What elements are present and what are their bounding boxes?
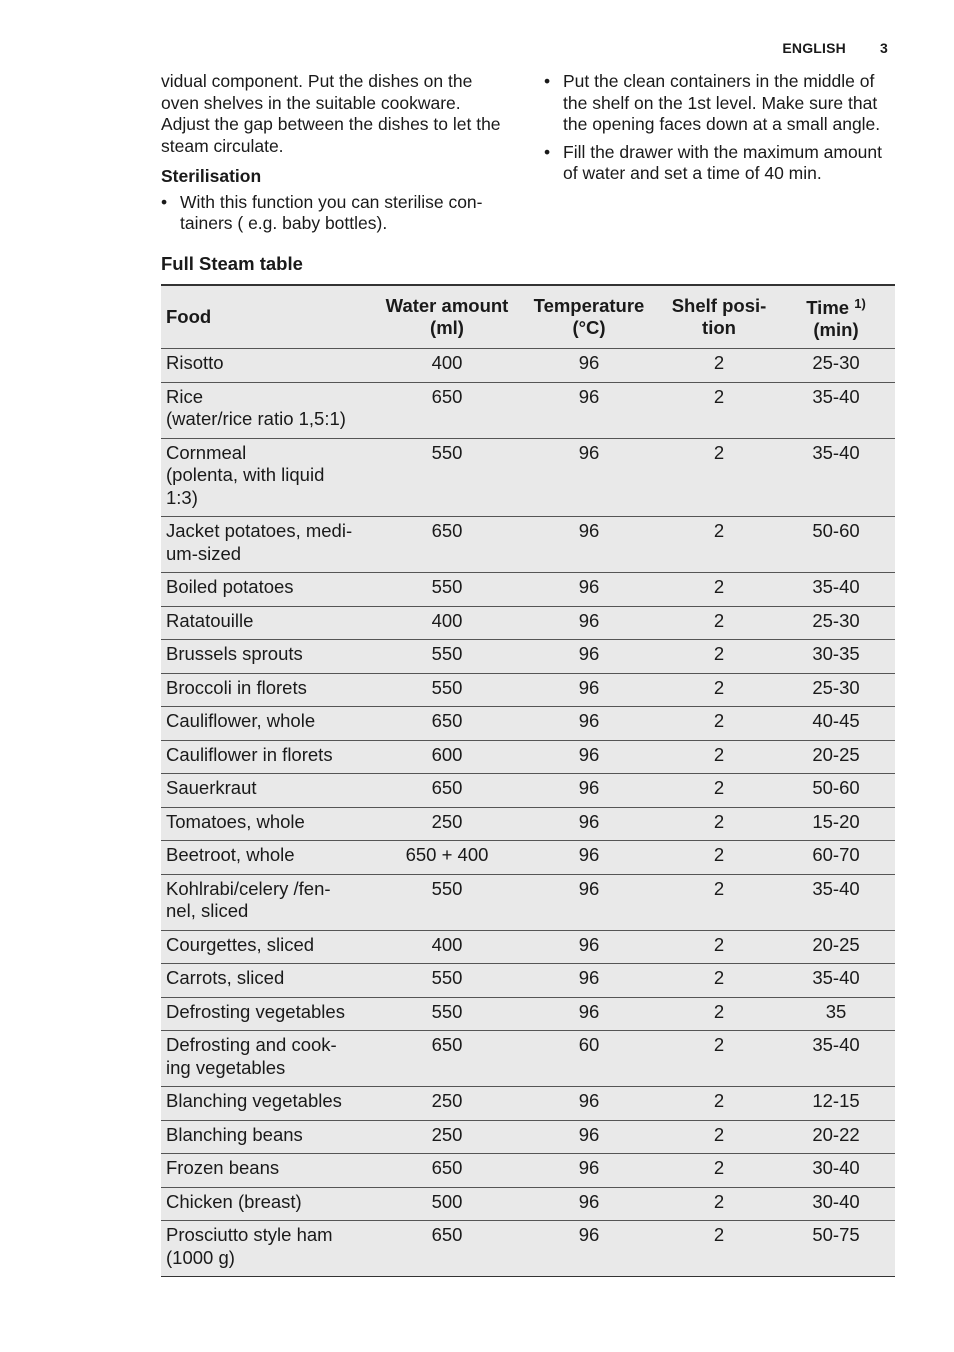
table-row bbox=[161, 874, 895, 930]
cell-time: 20-25 bbox=[777, 930, 895, 964]
cell-food: Kohlrabi/celery /fen- nel, sliced bbox=[161, 874, 377, 930]
cell-time: 20-22 bbox=[777, 1120, 895, 1154]
cell-time: 12-15 bbox=[777, 1087, 895, 1121]
cell-water: 250 bbox=[377, 807, 517, 841]
cell-temperature: 96 bbox=[517, 673, 661, 707]
cell-time: 30-40 bbox=[777, 1187, 895, 1221]
cell-food: Courgettes, sliced bbox=[161, 930, 377, 964]
cell-temperature: 96 bbox=[517, 930, 661, 964]
cell-water: 650 bbox=[377, 382, 517, 438]
intro-text: vidual component. Put the dishes on the oven shelves in the suitable cookware. Adjust the gap between the dishes to let the steam circulate. bbox=[161, 71, 501, 156]
bullet-icon: • bbox=[161, 191, 168, 212]
page-header bbox=[782, 40, 888, 56]
cell-temperature: 96 bbox=[517, 740, 661, 774]
cell-shelf: 2 bbox=[661, 707, 777, 741]
cell-water: 550 bbox=[377, 573, 517, 607]
cell-food: Frozen beans bbox=[161, 1154, 377, 1188]
cell-food: Prosciutto style ham (1000 g) bbox=[161, 1221, 377, 1277]
cell-water: 650 bbox=[377, 517, 517, 573]
cell-time: 25-30 bbox=[777, 606, 895, 640]
cell-temperature: 96 bbox=[517, 774, 661, 808]
header-food: Food bbox=[161, 285, 377, 349]
bullet-text: Put the clean containers in the middle of the shelf on the 1st level. Make sure that the opening faces down at a small angle. bbox=[563, 71, 881, 134]
cell-temperature: 96 bbox=[517, 874, 661, 930]
table-row bbox=[161, 438, 895, 517]
table-row bbox=[161, 964, 895, 998]
cell-food: Carrots, sliced bbox=[161, 964, 377, 998]
cell-temperature: 96 bbox=[517, 573, 661, 607]
cell-temperature: 96 bbox=[517, 841, 661, 875]
cell-time: 35-40 bbox=[777, 964, 895, 998]
cell-water: 250 bbox=[377, 1120, 517, 1154]
cell-water: 250 bbox=[377, 1087, 517, 1121]
full-steam-table bbox=[161, 284, 895, 1277]
table-row bbox=[161, 640, 895, 674]
header-shelf: Shelf posi- tion bbox=[661, 285, 777, 349]
cell-shelf: 2 bbox=[661, 841, 777, 875]
cell-temperature: 96 bbox=[517, 964, 661, 998]
cell-shelf: 2 bbox=[661, 382, 777, 438]
language-label: ENGLISH bbox=[782, 40, 846, 56]
table-row bbox=[161, 673, 895, 707]
cell-food: Tomatoes, whole bbox=[161, 807, 377, 841]
header-temperature: Temperature (°C) bbox=[517, 285, 661, 349]
cell-time: 50-60 bbox=[777, 774, 895, 808]
cell-shelf: 2 bbox=[661, 1120, 777, 1154]
cell-temperature: 60 bbox=[517, 1031, 661, 1087]
table-row bbox=[161, 1187, 895, 1221]
cell-time: 35 bbox=[777, 997, 895, 1031]
cell-shelf: 2 bbox=[661, 349, 777, 383]
table-body bbox=[161, 349, 895, 1277]
cell-shelf: 2 bbox=[661, 964, 777, 998]
cell-water: 550 bbox=[377, 640, 517, 674]
table-header-row bbox=[161, 285, 895, 349]
cell-food: Broccoli in florets bbox=[161, 673, 377, 707]
table-row bbox=[161, 573, 895, 607]
table-row bbox=[161, 740, 895, 774]
cell-food: Risotto bbox=[161, 349, 377, 383]
table-row bbox=[161, 774, 895, 808]
cell-time: 15-20 bbox=[777, 807, 895, 841]
cell-temperature: 96 bbox=[517, 1120, 661, 1154]
cell-temperature: 96 bbox=[517, 707, 661, 741]
header-water: Water amount (ml) bbox=[377, 285, 517, 349]
cell-shelf: 2 bbox=[661, 517, 777, 573]
cell-shelf: 2 bbox=[661, 1187, 777, 1221]
cell-time: 35-40 bbox=[777, 1031, 895, 1087]
cell-water: 650 bbox=[377, 774, 517, 808]
cell-shelf: 2 bbox=[661, 1087, 777, 1121]
table-row bbox=[161, 1221, 895, 1277]
table-row bbox=[161, 997, 895, 1031]
cell-shelf: 2 bbox=[661, 807, 777, 841]
cell-temperature: 96 bbox=[517, 1221, 661, 1277]
cell-time: 35-40 bbox=[777, 438, 895, 517]
cell-water: 400 bbox=[377, 930, 517, 964]
cell-water: 650 bbox=[377, 1221, 517, 1277]
instruction-bullet bbox=[544, 142, 894, 185]
cell-time: 50-60 bbox=[777, 517, 895, 573]
cell-shelf: 2 bbox=[661, 1031, 777, 1087]
cell-food: Boiled potatoes bbox=[161, 573, 377, 607]
cell-water: 550 bbox=[377, 874, 517, 930]
page-number: 3 bbox=[880, 40, 888, 56]
cell-temperature: 96 bbox=[517, 1187, 661, 1221]
cell-food: Beetroot, whole bbox=[161, 841, 377, 875]
table-row bbox=[161, 930, 895, 964]
cell-time: 40-45 bbox=[777, 707, 895, 741]
cell-time: 35-40 bbox=[777, 382, 895, 438]
table-row bbox=[161, 1154, 895, 1188]
header-time-label: Time bbox=[806, 296, 850, 318]
table-row bbox=[161, 707, 895, 741]
table-row bbox=[161, 382, 895, 438]
cell-food: Defrosting vegetables bbox=[161, 997, 377, 1031]
cell-time: 25-30 bbox=[777, 673, 895, 707]
cell-time: 35-40 bbox=[777, 573, 895, 607]
cell-shelf: 2 bbox=[661, 874, 777, 930]
cell-food: Rice (water/rice ratio 1,5:1) bbox=[161, 382, 377, 438]
table-row bbox=[161, 349, 895, 383]
cell-water: 550 bbox=[377, 997, 517, 1031]
bullet-text: Fill the drawer with the maximum amount of water and set a time of 40 min. bbox=[563, 141, 882, 183]
cell-time: 60-70 bbox=[777, 841, 895, 875]
cell-shelf: 2 bbox=[661, 930, 777, 964]
table-row bbox=[161, 841, 895, 875]
sterilisation-bullet bbox=[161, 192, 511, 235]
cell-food: Chicken (breast) bbox=[161, 1187, 377, 1221]
cell-food: Blanching vegetables bbox=[161, 1087, 377, 1121]
cell-water: 400 bbox=[377, 606, 517, 640]
cell-shelf: 2 bbox=[661, 573, 777, 607]
header-time bbox=[777, 285, 895, 349]
cell-food: Cauliflower, whole bbox=[161, 707, 377, 741]
cell-time: 50-75 bbox=[777, 1221, 895, 1277]
cell-shelf: 2 bbox=[661, 1154, 777, 1188]
cell-temperature: 96 bbox=[517, 517, 661, 573]
cell-water: 650 bbox=[377, 1154, 517, 1188]
left-column bbox=[161, 71, 511, 241]
cell-water: 550 bbox=[377, 964, 517, 998]
cell-shelf: 2 bbox=[661, 740, 777, 774]
footnote-marker: 1) bbox=[854, 295, 866, 311]
cell-water: 550 bbox=[377, 673, 517, 707]
table-row bbox=[161, 1120, 895, 1154]
cell-time: 20-25 bbox=[777, 740, 895, 774]
table-row bbox=[161, 1087, 895, 1121]
cell-food: Jacket potatoes, medi- um-sized bbox=[161, 517, 377, 573]
cell-temperature: 96 bbox=[517, 438, 661, 517]
instruction-bullet bbox=[544, 71, 894, 136]
cell-temperature: 96 bbox=[517, 640, 661, 674]
cell-water: 650 + 400 bbox=[377, 841, 517, 875]
cell-shelf: 2 bbox=[661, 1221, 777, 1277]
cell-shelf: 2 bbox=[661, 673, 777, 707]
cell-water: 500 bbox=[377, 1187, 517, 1221]
cell-shelf: 2 bbox=[661, 774, 777, 808]
right-column bbox=[544, 71, 894, 191]
cell-water: 550 bbox=[377, 438, 517, 517]
cell-shelf: 2 bbox=[661, 640, 777, 674]
cell-temperature: 96 bbox=[517, 382, 661, 438]
cell-temperature: 96 bbox=[517, 1087, 661, 1121]
cell-temperature: 96 bbox=[517, 997, 661, 1031]
cell-time: 30-35 bbox=[777, 640, 895, 674]
cell-temperature: 96 bbox=[517, 807, 661, 841]
cell-water: 400 bbox=[377, 349, 517, 383]
cell-time: 30-40 bbox=[777, 1154, 895, 1188]
cell-food: Blanching beans bbox=[161, 1120, 377, 1154]
cell-food: Cornmeal (polenta, with liquid 1:3) bbox=[161, 438, 377, 517]
cell-temperature: 96 bbox=[517, 1154, 661, 1188]
bullet-text: With this function you can sterilise con- tainers ( e.g. baby bottles). bbox=[180, 191, 483, 233]
bullet-icon: • bbox=[544, 141, 551, 162]
cell-food: Sauerkraut bbox=[161, 774, 377, 808]
cell-shelf: 2 bbox=[661, 997, 777, 1031]
table-row bbox=[161, 606, 895, 640]
table-row bbox=[161, 807, 895, 841]
cell-time: 35-40 bbox=[777, 874, 895, 930]
cell-shelf: 2 bbox=[661, 438, 777, 517]
cell-time: 25-30 bbox=[777, 349, 895, 383]
header-time-unit: (min) bbox=[813, 319, 859, 340]
sterilisation-heading: Sterilisation bbox=[161, 166, 262, 186]
table-title: Full Steam table bbox=[161, 253, 303, 274]
cell-temperature: 96 bbox=[517, 606, 661, 640]
table-row bbox=[161, 1031, 895, 1087]
cell-food: Ratatouille bbox=[161, 606, 377, 640]
bullet-icon: • bbox=[544, 71, 551, 91]
cell-water: 600 bbox=[377, 740, 517, 774]
cell-water: 650 bbox=[377, 707, 517, 741]
table-row bbox=[161, 517, 895, 573]
cell-food: Brussels sprouts bbox=[161, 640, 377, 674]
cell-temperature: 96 bbox=[517, 349, 661, 383]
cell-food: Defrosting and cook- ing vegetables bbox=[161, 1031, 377, 1087]
cell-shelf: 2 bbox=[661, 606, 777, 640]
cell-water: 650 bbox=[377, 1031, 517, 1087]
cell-food: Cauliflower in florets bbox=[161, 740, 377, 774]
